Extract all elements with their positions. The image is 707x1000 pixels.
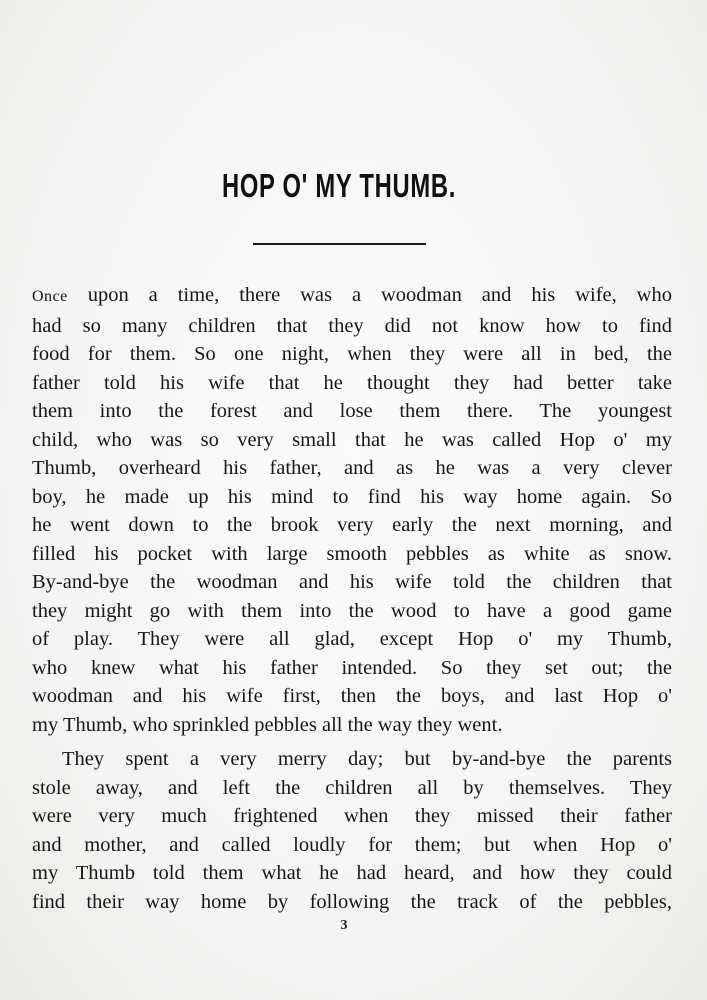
text-line: filled his pocket with large smooth pebbles as white as snow. bbox=[32, 542, 672, 565]
text-line: By-and-bye the woodman and his wife told the children that bbox=[32, 571, 672, 593]
page-number: 3 bbox=[340, 918, 348, 933]
text-line: of play. They were all glad, except Hop o' my Thumb, bbox=[32, 628, 672, 650]
text-line: They spent a very merry day; but by-and-bye the parents bbox=[62, 748, 672, 770]
text-line: my Thumb, who sprinkled pebbles all the way they went. bbox=[32, 713, 503, 736]
chapter-title: HOP O' MY THUMB. bbox=[221, 167, 457, 204]
title-rule bbox=[253, 243, 426, 245]
text-line: Thumb, overheard his father, and as he was a very clever bbox=[32, 457, 672, 479]
text-line: and mother, and called loudly for them; but when Hop o' bbox=[32, 833, 672, 856]
text-line: boy, he made up his mind to find his way home again. So bbox=[32, 485, 672, 508]
text-line: find their way home by following the track of the pebbles, bbox=[32, 890, 672, 913]
text-line: who knew what his father intended. So they set out; the bbox=[32, 656, 672, 679]
text-line: them into the forest and lose them there. The youngest bbox=[32, 400, 672, 422]
text-line: had so many children that they did not know how to find bbox=[32, 314, 672, 337]
story-text bbox=[32, 281, 672, 916]
text-line: woodman and his wife first, then the boys, and last Hop o' bbox=[32, 685, 672, 707]
text-line: they might go with them into the wood to have a good game bbox=[32, 599, 672, 622]
text-line: stole away, and left the children all by themselves. They bbox=[32, 776, 672, 799]
text-line: food for them. So one night, when they were all in bed, the bbox=[32, 343, 672, 365]
text-line: my Thumb told them what he had heard, and how they could bbox=[32, 862, 672, 884]
text-line: Once upon a time, there was a woodman and his wife, who bbox=[32, 284, 672, 306]
text-line: he went down to the brook very early the next morning, and bbox=[32, 514, 672, 536]
drop-lead-word: Once bbox=[32, 288, 68, 305]
text-line: child, who was so very small that he was called Hop o' my bbox=[32, 428, 672, 451]
text-line: were very much frightened when they missed their father bbox=[32, 805, 672, 827]
text-line: father told his wife that he thought they had better take bbox=[32, 371, 672, 394]
